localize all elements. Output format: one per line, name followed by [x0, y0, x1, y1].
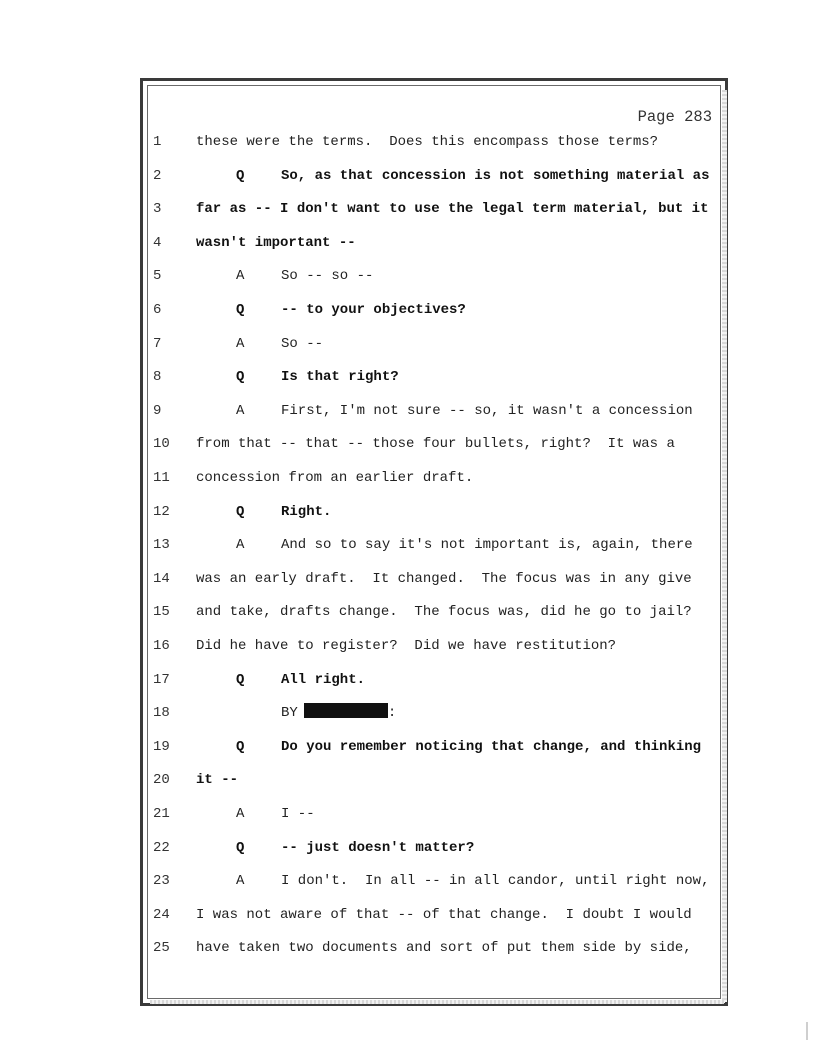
answer-marker: A: [236, 537, 245, 554]
transcript-line: [0, 904, 816, 926]
answer-marker: A: [236, 268, 245, 285]
line-number: 20: [153, 772, 170, 789]
answer-marker: A: [236, 873, 245, 890]
line-number: 15: [153, 604, 170, 621]
transcript-line: [0, 669, 816, 691]
redaction-bar: [304, 703, 388, 718]
transcript-line: [0, 165, 816, 187]
line-text: -- to your objectives?: [281, 302, 466, 318]
answer-marker: A: [236, 806, 245, 822]
line-number: 9: [153, 402, 162, 419]
line-text: Right.: [281, 503, 332, 520]
line-text: So -- so --: [281, 268, 374, 285]
line-number: 23: [153, 873, 170, 890]
transcript-line: [0, 232, 816, 254]
by-label: BY: [281, 705, 298, 722]
transcript-line: [0, 433, 816, 455]
line-number: 19: [153, 738, 170, 755]
question-marker: Q: [236, 369, 245, 386]
line-text: from that -- that -- those four bullets, right? It was a: [196, 436, 675, 453]
line-number: 3: [153, 201, 162, 218]
line-number: 21: [153, 806, 170, 822]
line-text: was an early draft. It changed. The focus was in any give: [196, 570, 692, 587]
line-text: Do you remember noticing that change, and thinking: [281, 738, 702, 755]
question-marker: Q: [236, 671, 245, 688]
transcript-line: [0, 501, 816, 523]
line-text: far as -- I don't want to use the legal term material, but it: [196, 201, 709, 218]
line-number: 2: [153, 167, 162, 184]
edge-mark: [806, 1022, 808, 1040]
transcript-line: [0, 635, 816, 657]
transcript-line: [0, 937, 816, 959]
line-number: 4: [153, 234, 162, 251]
transcript-line: [0, 769, 816, 791]
question-marker: Q: [236, 839, 245, 856]
line-text: I was not aware of that -- of that change. I doubt I would: [196, 906, 692, 923]
question-marker: Q: [236, 503, 245, 520]
question-marker: Q: [236, 302, 245, 318]
line-text: and take, drafts change. The focus was, did he go to jail?: [196, 604, 692, 621]
transcript-line: [0, 333, 816, 355]
transcript-line: [0, 265, 816, 287]
line-text: First, I'm not sure -- so, it wasn't a concession: [281, 402, 693, 419]
line-number: 8: [153, 369, 162, 386]
frame-shadow-bottom: [150, 1000, 724, 1004]
answer-marker: A: [236, 402, 245, 419]
line-number: 24: [153, 906, 170, 923]
line-number: 13: [153, 537, 170, 554]
line-text: I --: [281, 806, 315, 822]
transcript-line: [0, 870, 816, 892]
line-text: these were the terms. Does this encompass those terms?: [196, 134, 659, 150]
line-text: concession from an earlier draft.: [196, 470, 474, 486]
transcript-line: [0, 601, 816, 623]
line-text: All right.: [281, 671, 366, 688]
transcript-line: [0, 803, 816, 825]
examiner-line: [281, 702, 396, 724]
line-number: 22: [153, 839, 170, 856]
transcript-line: [0, 467, 816, 489]
line-number: 5: [153, 268, 162, 285]
transcript-line: [0, 534, 816, 556]
line-number: 16: [153, 638, 170, 654]
transcript-line: [0, 131, 816, 153]
transcript-line: [0, 736, 816, 758]
line-number: 18: [153, 705, 170, 722]
line-text: -- just doesn't matter?: [281, 839, 475, 856]
line-number: 11: [153, 470, 170, 486]
line-text: it --: [196, 772, 239, 789]
transcript-line: [0, 702, 816, 724]
line-text: So, as that concession is not something material as: [281, 167, 710, 184]
line-text: And so to say it's not important is, again, there: [281, 537, 693, 554]
line-number: 17: [153, 671, 170, 688]
answer-marker: A: [236, 335, 245, 352]
transcript-line: [0, 568, 816, 590]
line-text: So --: [281, 335, 324, 352]
by-suffix: :: [387, 705, 397, 722]
page-number: Page 283: [637, 108, 712, 126]
line-number: 7: [153, 335, 162, 352]
line-number: 25: [153, 940, 170, 957]
question-marker: Q: [236, 738, 245, 755]
line-number: 6: [153, 302, 162, 318]
transcript-line: [0, 400, 816, 422]
line-number: 12: [153, 503, 170, 520]
transcript-line: [0, 299, 816, 321]
line-text: wasn't important --: [196, 234, 356, 251]
question-marker: Q: [236, 167, 245, 184]
transcript-line: [0, 366, 816, 388]
transcript-line: [0, 198, 816, 220]
line-number: 14: [153, 570, 170, 587]
line-number: 10: [153, 436, 170, 453]
transcript-line: [0, 837, 816, 859]
line-text: Did he have to register? Did we have restitution?: [196, 638, 617, 654]
line-number: 1: [153, 134, 162, 150]
line-text: Is that right?: [281, 369, 399, 386]
line-text: I don't. In all -- in all candor, until right now,: [281, 873, 710, 890]
line-text: have taken two documents and sort of put them side by side,: [196, 940, 692, 957]
